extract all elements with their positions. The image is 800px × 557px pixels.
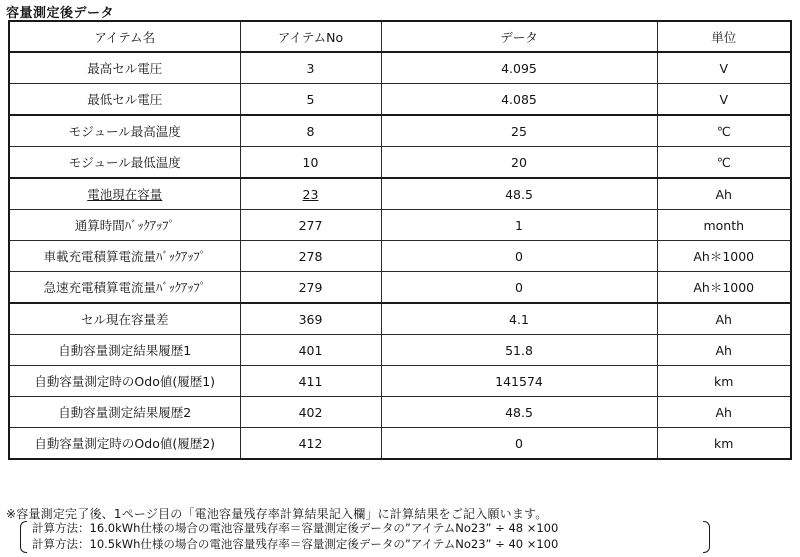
item-name: モジュール最低温度 [9, 147, 240, 179]
table-row [9, 115, 791, 147]
table-row [9, 272, 791, 304]
item-name: 通算時間ﾊﾞｯｸｱｯﾌﾟ [9, 210, 240, 241]
item-unit: month [657, 210, 791, 241]
header-item-no: アイテムNo [240, 21, 381, 52]
item-unit: V [657, 52, 791, 84]
item-value: 4.085 [381, 84, 657, 116]
item-value: 51.8 [381, 335, 657, 366]
table-row [9, 366, 791, 397]
table-row [9, 84, 791, 116]
item-name: 自動容量測定結果履歴2 [9, 397, 240, 428]
item-name: 急速充電積算電流量ﾊﾞｯｸｱｯﾌﾟ [9, 272, 240, 304]
calculation-method-box [20, 520, 710, 554]
item-name: モジュール最高温度 [9, 115, 240, 147]
header-item-name: アイテム名 [9, 21, 240, 52]
item-value: 1 [381, 210, 657, 241]
item-no: 401 [240, 335, 381, 366]
item-name: 最高セル電圧 [9, 52, 240, 84]
table-row [9, 303, 791, 335]
item-unit: ℃ [657, 115, 791, 147]
item-no: 411 [240, 366, 381, 397]
table-row [9, 397, 791, 428]
item-value: 48.5 [381, 178, 657, 210]
table-row [9, 178, 791, 210]
calc-method-16kwh: 計算方法：16.0kWh仕様の場合の電池容量残存率＝容量測定後データの”アイテムNo23” ÷ 48 ×100 [32, 521, 559, 535]
item-unit: ℃ [657, 147, 791, 179]
item-value: 48.5 [381, 397, 657, 428]
item-unit: Ah [657, 178, 791, 210]
item-no: 3 [240, 52, 381, 84]
item-unit: Ah [657, 335, 791, 366]
item-value: 4.1 [381, 303, 657, 335]
item-no: 23 [240, 178, 381, 210]
item-name: 自動容量測定時のOdo値(履歴1) [9, 366, 240, 397]
footnote: ※容量測定完了後、1ページ目の「電池容量残存率計算結果記入欄」に計算結果をご記入願います。 [6, 507, 548, 521]
header-unit: 単位 [657, 21, 791, 52]
item-unit: km [657, 428, 791, 460]
table-row [9, 428, 791, 460]
item-name: 自動容量測定時のOdo値(履歴2) [9, 428, 240, 460]
item-unit: Ah [657, 397, 791, 428]
table-row [9, 241, 791, 272]
item-no: 5 [240, 84, 381, 116]
item-value: 0 [381, 428, 657, 460]
item-no: 369 [240, 303, 381, 335]
item-name: 電池現在容量 [9, 178, 240, 210]
item-unit: Ah＊1000 [657, 272, 791, 304]
left-bracket [20, 521, 27, 553]
item-unit: km [657, 366, 791, 397]
table-row [9, 335, 791, 366]
item-unit: Ah [657, 303, 791, 335]
item-name: セル現在容量差 [9, 303, 240, 335]
table-row [9, 52, 791, 84]
data-table [8, 20, 792, 460]
item-no: 278 [240, 241, 381, 272]
item-unit: V [657, 84, 791, 116]
item-unit: Ah＊1000 [657, 241, 791, 272]
item-no: 402 [240, 397, 381, 428]
item-name: 車載充電積算電流量ﾊﾞｯｸｱｯﾌﾟ [9, 241, 240, 272]
item-no: 277 [240, 210, 381, 241]
item-value: 0 [381, 241, 657, 272]
item-no: 279 [240, 272, 381, 304]
item-no: 412 [240, 428, 381, 460]
header-row [9, 21, 791, 52]
table-row [9, 210, 791, 241]
item-value: 4.095 [381, 52, 657, 84]
item-name: 自動容量測定結果履歴1 [9, 335, 240, 366]
item-no: 8 [240, 115, 381, 147]
item-value: 141574 [381, 366, 657, 397]
item-name: 最低セル電圧 [9, 84, 240, 116]
item-no: 10 [240, 147, 381, 179]
calc-method-10kwh: 計算方法：10.5kWh仕様の場合の電池容量残存率＝容量測定後データの”アイテムNo23” ÷ 40 ×100 [32, 537, 559, 551]
header-data: データ [381, 21, 657, 52]
right-bracket [703, 521, 710, 553]
page-title: 容量測定後データ [6, 6, 115, 21]
item-value: 0 [381, 272, 657, 304]
item-value: 20 [381, 147, 657, 179]
item-value: 25 [381, 115, 657, 147]
table-row [9, 147, 791, 179]
